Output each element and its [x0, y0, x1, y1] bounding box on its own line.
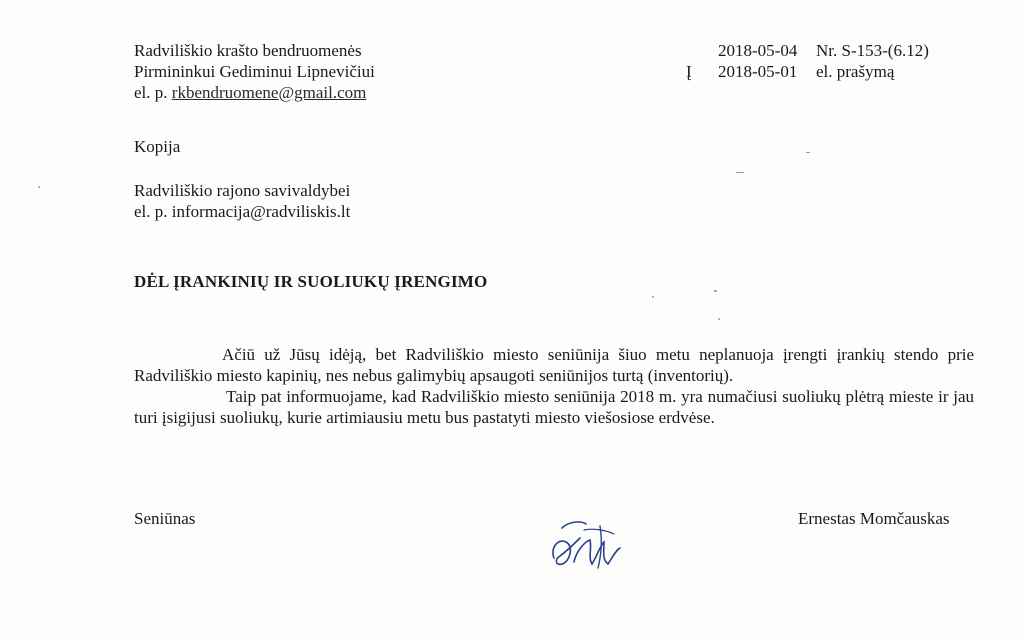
- copy-recipient-line-1: Radviliškio rajono savivaldybei: [134, 181, 351, 200]
- scan-speck: [806, 152, 810, 153]
- reply-to-marker: Į: [686, 62, 692, 81]
- letter-body: [134, 344, 974, 428]
- signoff-position: Seniūnas: [134, 509, 196, 528]
- signoff-name: Ernestas Momčauskas: [798, 509, 950, 528]
- copy-label: Kopija: [134, 137, 181, 156]
- recipient-email-prefix: el. p.: [134, 83, 172, 102]
- recipient-line-1: Radviliškio krašto bendruomenės: [134, 41, 362, 60]
- scan-speck: [718, 318, 720, 320]
- request-date: 2018-05-01: [718, 62, 798, 81]
- handwritten-signature: [540, 518, 636, 582]
- copy-recipient-block: [134, 180, 350, 222]
- scan-speck: [652, 296, 654, 298]
- scan-speck: [38, 186, 40, 188]
- recipient-email-line: [134, 82, 375, 103]
- document-date: 2018-05-04: [718, 41, 798, 60]
- reference-row-1: [718, 40, 929, 61]
- document-number: Nr. S-153-(6.12): [816, 41, 929, 60]
- recipient-email-link[interactable]: rkbendruomene@gmail.com: [171, 83, 367, 102]
- reference-row-2: [718, 61, 929, 82]
- recipient-block: [134, 40, 375, 103]
- scan-speck: [714, 290, 717, 292]
- scan-speck: [736, 172, 744, 173]
- letter-title: DĖL ĮRANKINIŲ IR SUOLIUKŲ ĮRENGIMO: [134, 272, 488, 291]
- body-paragraph-1: Ačiū už Jūsų idėją, bet Radviliškio miesto seniūnija šiuo metu neplanuoja įrengti įrankių stendo prie Radviliškio miesto kapinių, nes nebus galimybių apsaugoti seniūnijos turtą (inventorių).: [134, 345, 974, 385]
- reference-block: [686, 40, 929, 82]
- copy-recipient-line-2: el. p. informacija@radviliskis.lt: [134, 202, 351, 221]
- recipient-line-2: Pirmininkui Gediminui Lipnevičiui: [134, 62, 375, 81]
- body-paragraph-2: Taip pat informuojame, kad Radviliškio miesto seniūnija 2018 m. yra numačiusi suoliukų plėtrą mieste ir jau turi įsigijusi suoliukų, kurie artimiausiu metu bus pastatyti miesto viešosiose erdvėse.: [134, 387, 974, 427]
- request-reference: el. prašymą: [816, 62, 895, 81]
